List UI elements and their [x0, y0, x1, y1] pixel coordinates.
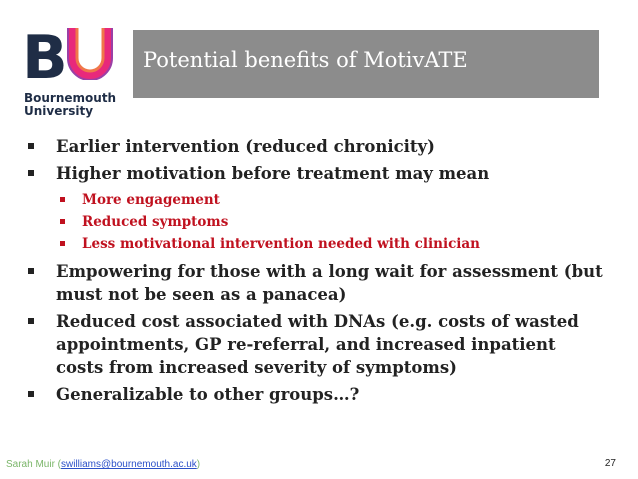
sub-bullet-text: Reduced symptoms: [82, 214, 229, 230]
square-bullet-icon: [60, 241, 65, 246]
square-bullet-icon: [28, 143, 34, 149]
sub-bullet-item: [54, 211, 606, 233]
square-bullet-icon: [28, 170, 34, 176]
bullet-text: Generalizable to other groups…?: [56, 385, 360, 404]
bullet-item: [26, 135, 606, 158]
logo-letter-u-graphic: [66, 26, 114, 80]
bournemouth-university-logo: [22, 22, 122, 122]
logo-letter-b: B: [22, 23, 66, 93]
footer-credit: [6, 459, 200, 470]
bullet-text: Empowering for those with a long wait for assessment (but must not be seen as a panacea): [56, 262, 603, 304]
logo-name: [24, 92, 116, 118]
page-number: 27: [604, 458, 616, 469]
bullet-item: [26, 310, 606, 379]
footer-author: Sarah Muir (: [6, 459, 62, 470]
square-bullet-icon: [28, 318, 34, 324]
footer-close-paren: ): [196, 459, 201, 470]
bullet-text: Earlier intervention (reduced chronicity): [56, 137, 435, 156]
sub-bullet-item: [54, 189, 606, 211]
slide-title: Potential benefits of MotivATE: [143, 48, 468, 72]
bullet-item: [26, 260, 606, 306]
bullet-item: [26, 383, 606, 406]
slide-title-bar: [133, 30, 599, 98]
bullet-list: [26, 135, 606, 410]
bullet-item: [26, 162, 606, 185]
sub-bullet-text: More engagement: [82, 192, 220, 208]
square-bullet-icon: [28, 391, 34, 397]
square-bullet-icon: [60, 197, 65, 202]
square-bullet-icon: [60, 219, 65, 224]
bullet-text: Higher motivation before treatment may mean: [56, 164, 490, 183]
logo-name-line1: Bournemouth: [24, 91, 117, 105]
sub-bullet-text: Less motivational intervention needed with clinician: [82, 236, 480, 252]
logo-name-line2: University: [24, 104, 94, 118]
bullet-text: Reduced cost associated with DNAs (e.g. costs of wasted appointments, GP re-referral, and increased inpatient costs from increased severity of symptoms): [56, 312, 579, 377]
sub-bullet-list: [54, 189, 606, 255]
square-bullet-icon: [28, 268, 34, 274]
sub-bullet-item: [54, 233, 606, 255]
footer-email-link[interactable]: swilliams@bournemouth.ac.uk: [61, 459, 197, 470]
